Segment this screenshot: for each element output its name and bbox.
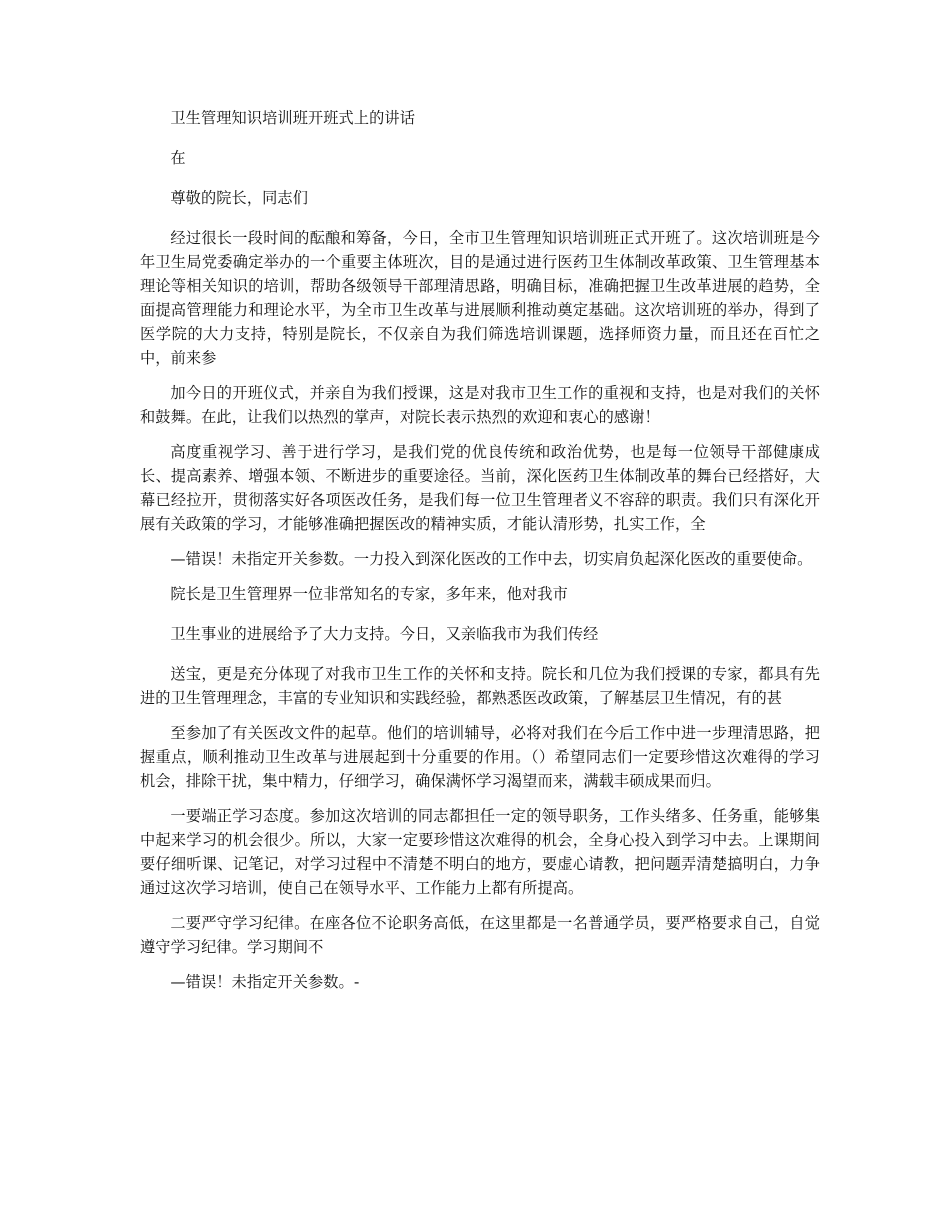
paragraph: 卫生事业的进展给予了大力支持。今日，又亲临我市为我们传经 [170,625,599,643]
paragraph: 院长是卫生管理界一位非常知名的专家，多年来，他对我市 [170,585,568,603]
paragraph: 二要严守学习纪律。在座各位不论职务高低，在这里都是一名普通学员，要严格要求自己，自觉遵守学习纪律。学习期间不 [140,914,820,956]
document-place: 在 [170,149,186,167]
paragraph: 加今日的开班仪式，并亲自为我们授课，这是对我市卫生工作的重视和支持，也是对我们的关怀和鼓舞。在此，让我们以热烈的掌声，对院长表示热烈的欢迎和衷心的感谢！ [140,384,820,426]
paragraph: 经过很长一段时间的酝酿和筹备，今日，全市卫生管理知识培训班正式开班了。这次培训班是今年卫生局党委确定举办的一个重要主体班次，目的是通过进行医药卫生体制改革政策、卫生管理基本理论等相关知识的培训，帮助各级领导干部理清思路，明确目标，准确把握卫生改革进展的趋势，全面提高管理能力和理论水平，为全市卫生改革与进展顺利推动奠定基础。这次培训班的举办，得到了医学院的大力支持，特别是院长，不仅亲自为我们筛选培训课题，选择师资力量，而且还在百忙之中，前来参 [140,229,820,367]
paragraph: —错误！未指定开关参数。- [170,973,360,991]
paragraph: —错误！未指定开关参数。一力投入到深化医改的工作中去，切实肩负起深化医改的重要使命。 [170,550,813,568]
paragraph: 一要端正学习态度。参加这次培训的同志都担任一定的领导职务，工作头绪多、任务重，能够集中起来学习的机会很少。所以，大家一定要珍惜这次难得的机会，全身心投入到学习中去。上课期间要仔细听课、记笔记，对学习过程中不清楚不明白的地方，要虚心请教，把问题弄清楚搞明白，力争通过这次学习培训，使自己在领导水平、工作能力上都有所提高。 [140,807,820,897]
document-salutation: 尊敬的院长，同志们 [170,189,308,207]
paragraph: 高度重视学习、善于进行学习，是我们党的优良传统和政治优势，也是每一位领导干部健康成长、提高素养、增强本领、不断进步的重要途径。当前，深化医药卫生体制改革的舞台已经搭好，大幕已经拉开，贯彻落实好各项医改任务，是我们每一位卫生管理者义不容辞的职责。我们只有深化开展有关政策的学习，才能够准确把握医改的精神实质，才能认清形势，扎实工作，全 [140,443,820,533]
paragraph: 送宝，更是充分体现了对我市卫生工作的关怀和支持。院长和几位为我们授课的专家，都具有先进的卫生管理理念，丰富的专业知识和实践经验，都熟悉医改政策，了解基层卫生情况，有的甚 [140,665,820,707]
paragraph: 至参加了有关医改文件的起草。他们的培训辅导，必将对我们在今后工作中进一步理清思路，把握重点，顺利推动卫生改革与进展起到十分重要的作用。（）希望同志们一定要珍惜这次难得的学习机会，排除干扰，集中精力，仔细学习，确保满怀学习渴望而来，满载丰硕成果而归。 [140,724,820,790]
document-title: 卫生管理知识培训班开班式上的讲话 [170,109,415,127]
document-page [140,106,820,1005]
